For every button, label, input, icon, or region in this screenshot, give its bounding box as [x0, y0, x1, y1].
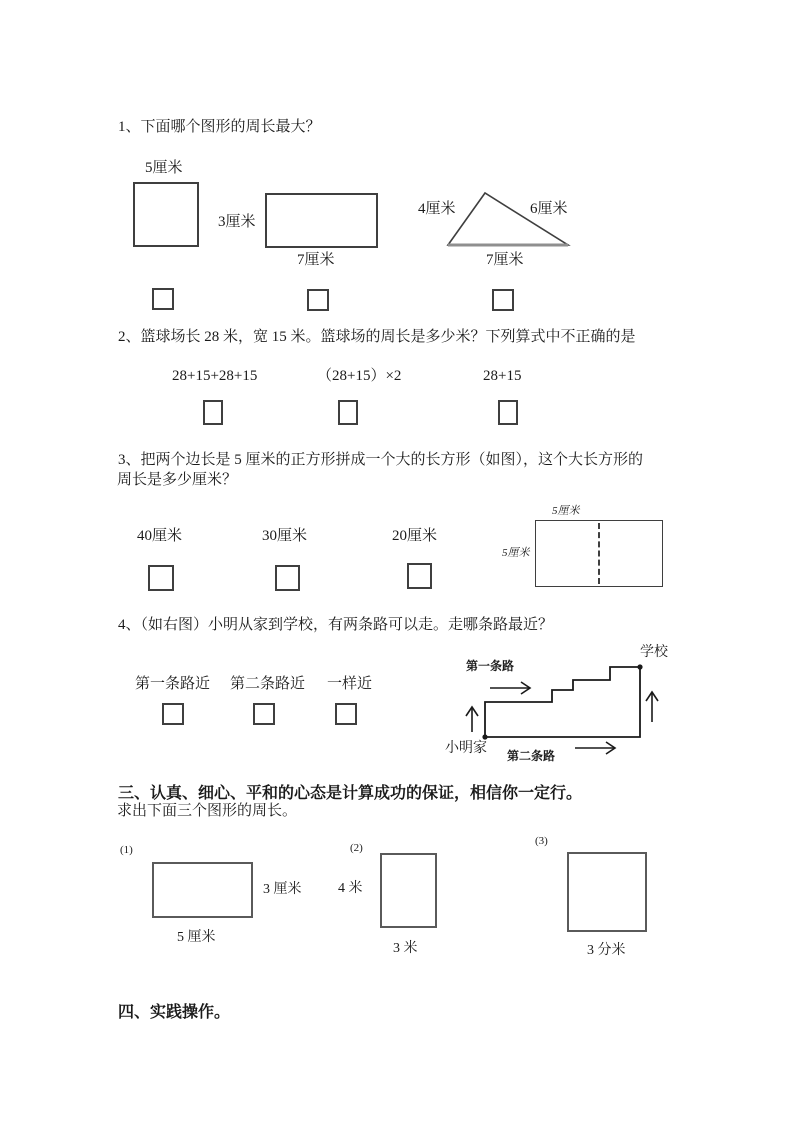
section-4-title: 四、实践操作。	[118, 1004, 231, 1021]
question-3-title-line2: 周长是多少厘米？	[117, 472, 238, 488]
question-3-title-line1: 3、把两个边长是 5 厘米的正方形拼成一个大的长方形（如图），这个大长方形的	[118, 452, 644, 468]
q4-route-2-label: 第二条路	[507, 749, 556, 763]
q1-rectangle-shape	[265, 193, 378, 248]
figure-3-index: (3)	[535, 835, 548, 847]
q4-checkbox-2[interactable]	[253, 703, 275, 725]
question-2-title: 2、篮球场长 28 米，宽 15 米。篮球场的周长是多少米？下列算式中不正确的是	[118, 329, 636, 345]
q3-checkbox-3[interactable]	[407, 563, 432, 589]
figure-3-bottom-label: 3 分米	[587, 943, 626, 958]
q4-route-1-label: 第一条路	[466, 659, 515, 673]
figure-1-index: (1)	[120, 844, 133, 856]
q1-square-shape	[133, 182, 199, 247]
home-point	[482, 734, 487, 739]
school-point	[637, 664, 642, 669]
q3-option-3-label: 20厘米	[392, 528, 438, 544]
q2-option-3-label: 28+15	[483, 368, 522, 384]
q2-option-1-label: 28+15+28+15	[172, 368, 258, 384]
q4-checkbox-3[interactable]	[335, 703, 357, 725]
left-up-arrow-icon	[466, 707, 478, 732]
q3-checkbox-1[interactable]	[148, 565, 174, 591]
q2-checkbox-1[interactable]	[203, 400, 223, 425]
figure-3-square-shape	[567, 852, 647, 932]
q1-triangle-right-label: 6厘米	[530, 201, 568, 217]
route-1-staircase-path	[485, 667, 640, 737]
q4-home-label: 小明家	[445, 741, 487, 756]
figure-1-rectangle-shape	[152, 862, 253, 918]
q3-checkbox-2[interactable]	[275, 565, 300, 591]
q4-option-2-label: 第二条路近	[230, 676, 306, 692]
q2-option-2-label: （28+15）×2	[317, 368, 402, 384]
q1-rect-left-label: 3厘米	[218, 214, 256, 230]
route-2-right-arrow-icon	[575, 742, 615, 754]
right-up-arrow-icon	[646, 692, 658, 722]
q4-option-1-label: 第一条路近	[135, 676, 211, 692]
section-3-title: 三、认真、细心、平和的心态是计算成功的保证，相信你一定行。	[118, 785, 583, 802]
q1-triangle-bottom-label: 7厘米	[486, 252, 524, 268]
q4-option-3-label: 一样近	[327, 676, 373, 692]
figure-2-rectangle-shape	[380, 853, 437, 928]
question-4-title: 4、（如右图）小明从家到学校，有两条路可以走。走哪条路最近？	[118, 617, 554, 633]
q1-checkbox-rectangle[interactable]	[307, 289, 329, 311]
route-1-right-arrow-icon	[490, 682, 530, 694]
q1-square-top-label: 5厘米	[145, 160, 183, 176]
q3-dashed-divider-line	[598, 523, 600, 584]
figure-2-index: (2)	[350, 842, 363, 854]
figure-1-bottom-label: 5 厘米	[177, 930, 216, 945]
q1-checkbox-square[interactable]	[152, 288, 174, 310]
q1-rect-bottom-label: 7厘米	[297, 252, 335, 268]
q3-diagram-left-label: 5厘米	[502, 547, 530, 559]
q4-checkbox-1[interactable]	[162, 703, 184, 725]
q2-checkbox-3[interactable]	[498, 400, 518, 425]
q4-school-label: 学校	[640, 645, 668, 660]
figure-2-bottom-label: 3 米	[393, 941, 418, 956]
q3-option-1-label: 40厘米	[137, 528, 183, 544]
figure-1-side-label: 3 厘米	[263, 882, 302, 897]
q3-diagram-top-label: 5厘米	[552, 505, 580, 517]
q1-checkbox-triangle[interactable]	[492, 289, 514, 311]
question-1-title: 1、下面哪个图形的周长最大？	[118, 119, 321, 135]
q1-triangle-left-label: 4厘米	[418, 201, 456, 217]
section-3-subtitle: 求出下面三个图形的周长。	[117, 803, 298, 819]
q3-option-2-label: 30厘米	[262, 528, 308, 544]
figure-2-side-label: 4 米	[338, 881, 363, 896]
q2-checkbox-2[interactable]	[338, 400, 358, 425]
